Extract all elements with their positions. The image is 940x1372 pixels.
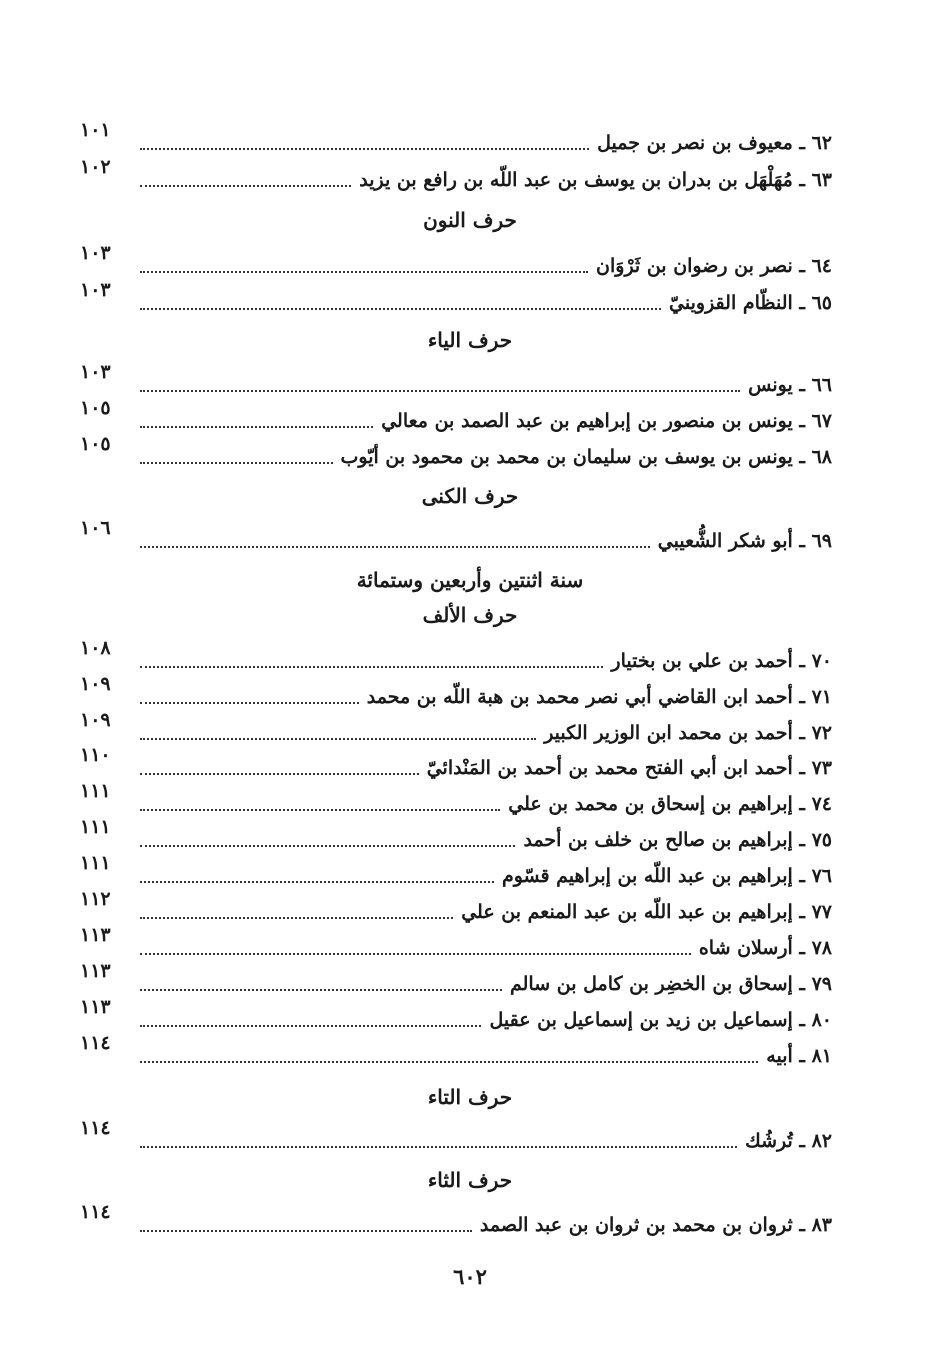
index-entry-69: [80, 518, 832, 554]
index-entry-74: [80, 781, 832, 817]
entry-title: ٧٨ ـ أرسلان شاه: [698, 937, 832, 959]
entry-title: ٨٠ ـ إسماعيل بن زيد بن إسماعيل بن عقيل: [489, 1009, 832, 1031]
entry-title: ٧٢ ـ أحمد بن محمد ابن الوزير الكبير: [544, 722, 832, 744]
dot-leader: [140, 881, 494, 883]
entry-title: ٦٦ ـ يونس: [748, 374, 832, 396]
entry-title: ٧٩ ـ إسحاق بن الخضِر بن كامل بن سالم: [510, 973, 832, 995]
entry-page-number: ١١١: [80, 780, 111, 802]
entry-page-number: ١٠٩: [80, 709, 111, 731]
entry-page-number: ١٠١: [80, 119, 111, 141]
entry-title: ٧٥ ـ إبراهيم بن صالح بن خلف بن أحمد: [523, 829, 832, 851]
index-entry-64: [80, 243, 832, 279]
entry-title: ٧٧ ـ إبراهيم بن عبد اللّه بن عبد المنعم بن علي: [461, 901, 832, 923]
index-entry-63: [80, 157, 832, 193]
section-heading-alif: حرف الألف: [422, 603, 518, 627]
index-entry-75: [80, 817, 832, 853]
dot-leader: [140, 1061, 758, 1063]
year-heading: سنة اثنتين وأربعين وستمائة: [356, 568, 584, 592]
index-entry-81: [80, 1033, 832, 1069]
index-entry-71: [80, 674, 832, 710]
dot-leader: [140, 773, 419, 775]
dot-leader: [140, 308, 661, 310]
dot-leader: [140, 271, 588, 273]
dot-leader: [140, 148, 589, 150]
dot-leader: [140, 1230, 472, 1232]
dot-leader: [140, 917, 453, 919]
entry-page-number: ١١٣: [80, 960, 111, 982]
entry-title: ٦٩ ـ أبو شكر الشُّعيبي: [657, 530, 832, 552]
entry-title: ٧٠ ـ أحمد بن علي بن بختيار: [611, 650, 832, 672]
dot-leader: [140, 702, 359, 704]
entry-title: ٧٣ ـ أحمد ابن أبي الفتح محمد بن أحمد بن المَنْدائيّ: [426, 757, 832, 779]
entry-page-number: ١٠٦: [80, 517, 111, 539]
entry-page-number: ١١٤: [80, 1201, 111, 1223]
index-entry-68: [80, 434, 832, 470]
dot-leader: [140, 1146, 737, 1148]
index-entry-66: [80, 362, 832, 398]
dot-leader: [140, 390, 740, 392]
entry-title: ٧١ ـ أحمد ابن القاضي أبي نصر محمد بن هبة اللّه بن محمد: [366, 686, 832, 708]
dot-leader: [140, 845, 515, 847]
entry-title: ٦٥ ـ النظّام القزوينيّ: [669, 292, 832, 314]
index-entry-65: [80, 280, 832, 316]
section-heading-tha: حرف الثاء: [427, 1168, 513, 1192]
entry-title: ٦٢ ـ معيوف بن نصر بن جميل: [597, 132, 832, 154]
section-heading-nun: حرف النون: [423, 208, 517, 232]
index-entry-79: [80, 961, 832, 997]
dot-leader: [140, 666, 603, 668]
index-entry-76: [80, 853, 832, 889]
entry-page-number: ١١٣: [80, 996, 111, 1018]
dot-leader: [140, 185, 351, 187]
dot-leader: [140, 809, 500, 811]
index-entry-73: [80, 745, 832, 781]
entry-title: ٦٤ ـ نصر بن رضوان بن ثَرْوَان: [596, 255, 832, 277]
entry-title: ٨٣ ـ ثروان بن محمد بن ثروان بن عبد الصمد: [479, 1214, 832, 1236]
entry-page-number: ١٠٥: [80, 397, 111, 419]
entry-page-number: ١٠٨: [80, 637, 111, 659]
entry-title: ٦٨ ـ يونس بن يوسف بن سليمان بن محمد بن محمود بن أيّوب: [340, 446, 832, 468]
dot-leader: [140, 738, 536, 740]
dot-leader: [140, 546, 650, 548]
entry-page-number: ١١٠: [80, 744, 111, 766]
section-heading-ya: حرف الياء: [427, 328, 513, 352]
entry-page-number: ١١١: [80, 852, 111, 874]
entry-page-number: ١١٣: [80, 924, 111, 946]
entry-title: ٦٣ ـ مُهَلْهَل بن بدران بن يوسف بن عبد اللّه بن رافع بن يزيد: [359, 169, 832, 191]
index-entry-77: [80, 889, 832, 925]
entry-page-number: ١٠٣: [80, 361, 111, 383]
page-number: ٦٠٢: [453, 1264, 487, 1289]
entry-title: ٨١ ـ أبيه: [766, 1045, 832, 1067]
index-entry-67: [80, 398, 832, 434]
entry-page-number: ١١٢: [80, 888, 111, 910]
dot-leader: [140, 426, 373, 428]
dot-leader: [140, 1025, 481, 1027]
index-entry-78: [80, 925, 832, 961]
entry-title: ٧٤ ـ إبراهيم بن إسحاق بن محمد بن علي: [508, 793, 832, 815]
entry-page-number: ١٠٩: [80, 673, 111, 695]
index-entry-70: [80, 638, 832, 674]
section-heading-kuna: حرف الكنى: [421, 484, 519, 508]
entry-title: ٧٦ ـ إبراهيم بن عبد اللّه بن إبراهيم قسّوم: [501, 865, 832, 887]
entry-title: ٦٧ ـ يونس بن منصور بن إبراهيم بن عبد الصمد بن معالي: [381, 410, 832, 432]
entry-page-number: ١١٤: [80, 1032, 111, 1054]
dot-leader: [140, 462, 333, 464]
dot-leader: [140, 953, 691, 955]
index-entry-82: [80, 1118, 832, 1154]
index-entry-83: [80, 1202, 832, 1238]
entry-title: ٨٢ ـ تُرشُك: [745, 1130, 832, 1152]
entry-page-number: ١٠٢: [80, 156, 111, 178]
entry-page-number: ١١٤: [80, 1117, 111, 1139]
dot-leader: [140, 989, 502, 991]
entry-page-number: ١٠٥: [80, 433, 111, 455]
entry-page-number: ١٠٣: [80, 242, 111, 264]
entry-page-number: ١١١: [80, 816, 111, 838]
index-entry-80: [80, 997, 832, 1033]
index-entry-62: [80, 120, 832, 156]
entry-page-number: ١٠٣: [80, 279, 111, 301]
section-heading-ta: حرف التاء: [427, 1085, 513, 1109]
index-entry-72: [80, 710, 832, 746]
